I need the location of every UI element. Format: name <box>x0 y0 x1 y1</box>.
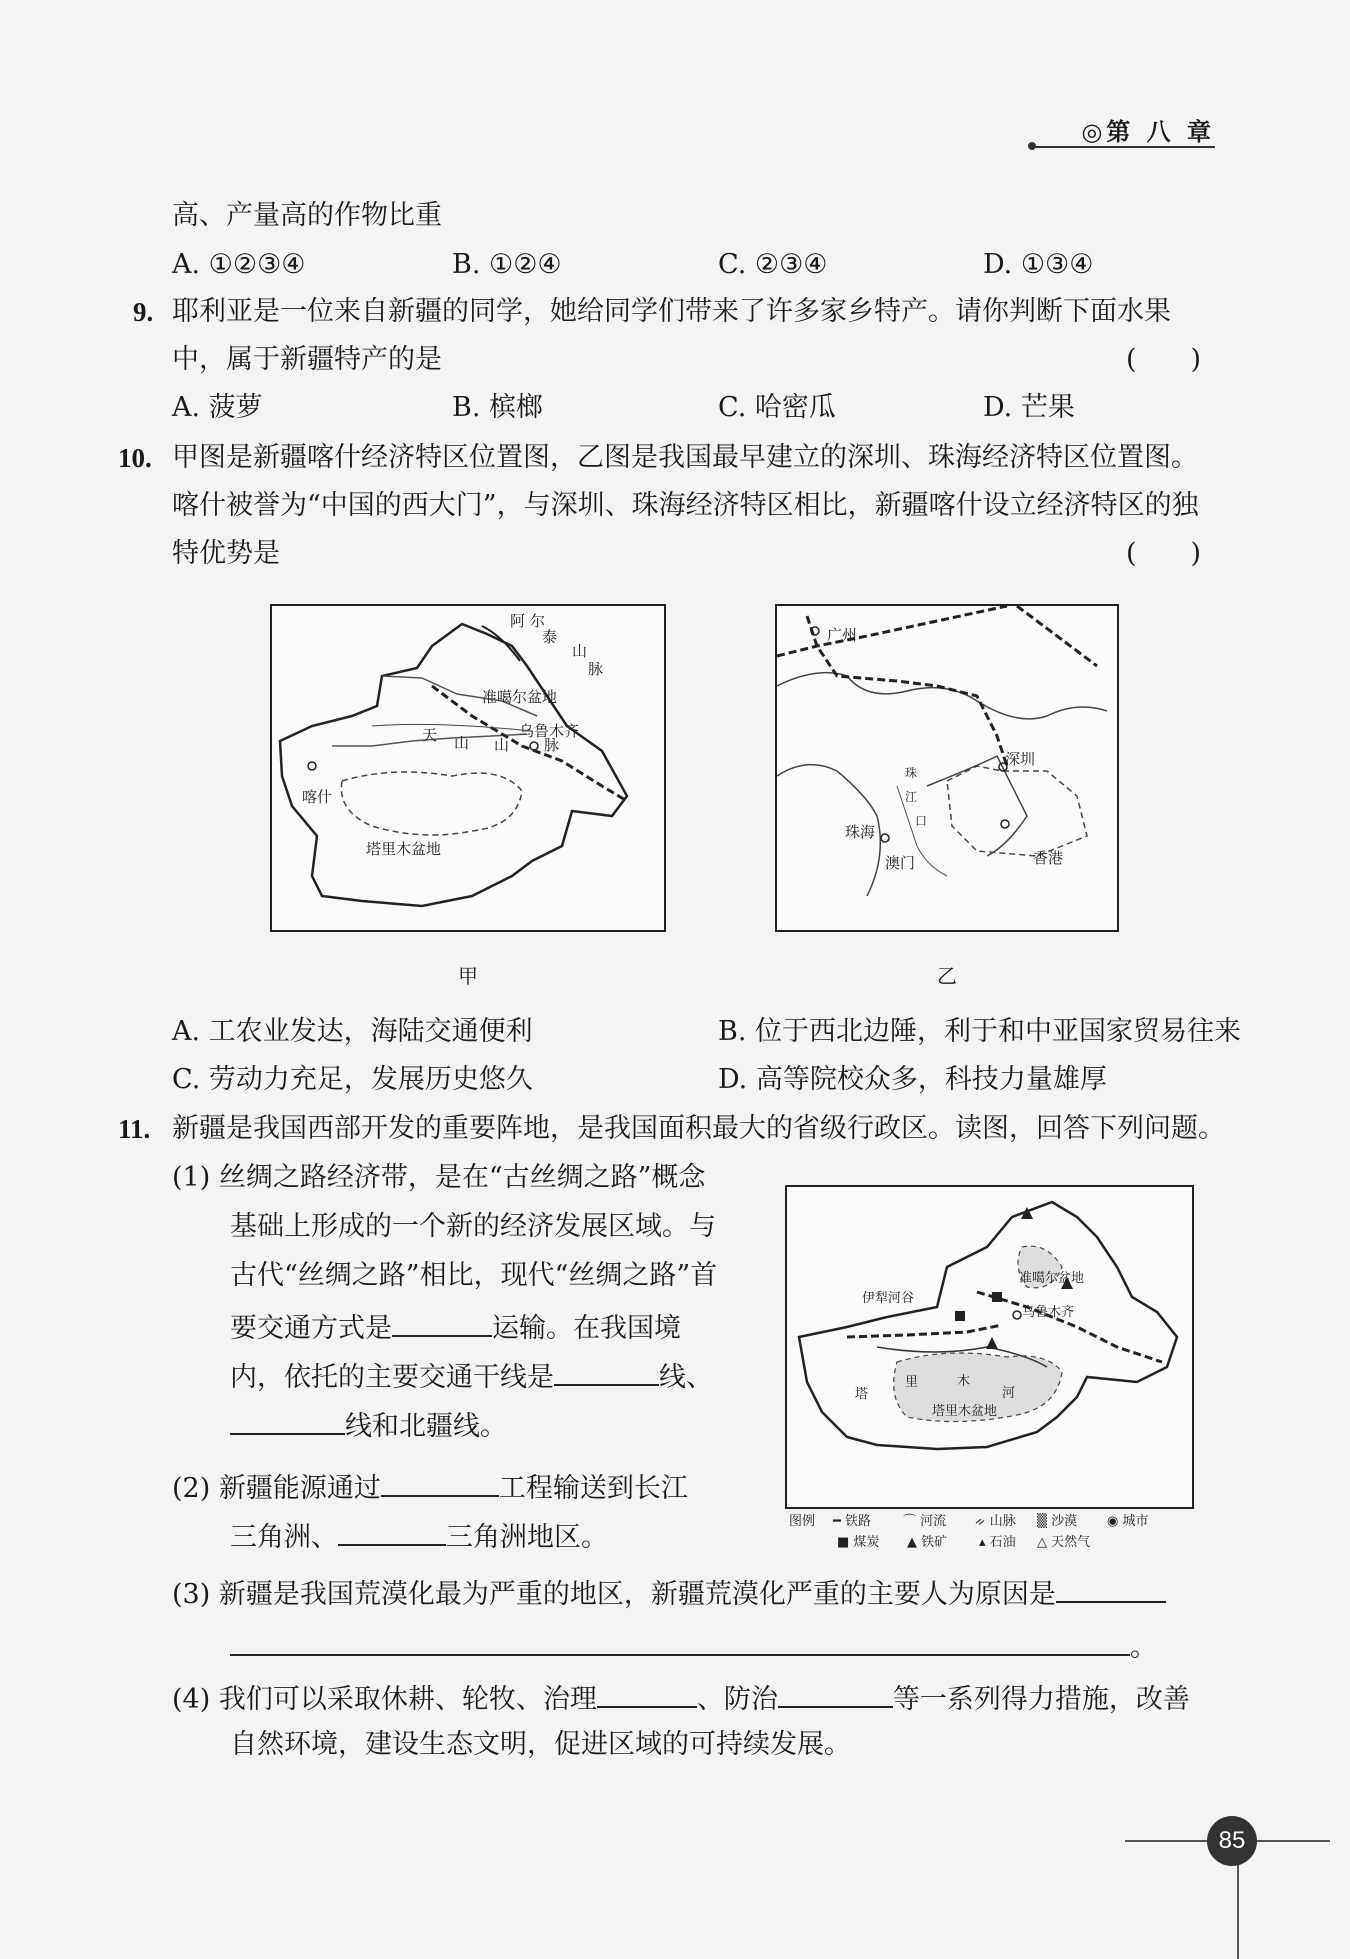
q9-option-a[interactable]: A. 菠萝 <box>172 392 263 423</box>
q11-p1-line4: 要交通方式是 运输。在我国境 <box>230 1307 681 1347</box>
legend-river: ⌒ 河流 <box>903 1514 947 1529</box>
q11-p3-line2: 。 <box>230 1626 1157 1666</box>
q11-map-label: 塔 <box>855 1387 869 1402</box>
q10-line1: 甲图是新疆喀什经济特区位置图，乙图是我国最早建立的深圳、珠海经济特区位置图。 <box>172 442 1198 473</box>
q10-line3: 特优势是 <box>172 538 280 569</box>
map-yi-label: 口 <box>915 814 928 828</box>
footer-vertical-rule <box>1237 1850 1239 1959</box>
map-jia-label: 山 <box>494 736 510 754</box>
q9-number: 9. <box>133 297 154 327</box>
q11-p1-line3: 古代“丝绸之路”相比，现代“丝绸之路”首 <box>230 1260 718 1291</box>
q10-number: 10. <box>118 443 152 473</box>
legend-mountain: ᨀ 山脉 <box>975 1514 1016 1529</box>
answer-blank-transport[interactable] <box>392 1307 492 1337</box>
page-number: 85 <box>1207 1816 1257 1866</box>
q9-option-c[interactable]: C. 哈密瓜 <box>718 392 836 423</box>
q11-map-label: 乌鲁木齐 <box>1022 1305 1075 1320</box>
map-jia-caption: 甲 <box>458 964 478 988</box>
chapter-header: ◎第 八 章 <box>1081 117 1215 146</box>
q11-map-label: 伊犁河谷 <box>862 1291 915 1306</box>
answer-blank-prevent[interactable] <box>778 1678 893 1708</box>
answer-blank-line1[interactable] <box>554 1356 659 1386</box>
q11-p4-line2: 自然环境，建设生态文明，促进区域的可持续发展。 <box>230 1729 851 1760</box>
map-jia-label: 山 <box>572 642 588 660</box>
q11-map-label: 河 <box>1002 1386 1016 1401</box>
map-yi <box>775 604 1119 932</box>
q8-option-a[interactable]: A. ①②③④ <box>172 249 306 280</box>
q11-p3-line1: (3) 新疆是我国荒漠化最为严重的地区，新疆荒漠化严重的主要人为原因是 <box>172 1573 1166 1613</box>
map-yi-label: 澳门 <box>885 854 916 872</box>
q11-p4-line1: (4) 我们可以采取休耕、轮牧、治理 、防治 等一系列得力措施，改善 <box>172 1678 1190 1718</box>
q11-map-label: 里 <box>905 1375 919 1390</box>
q9-line1: 耶利亚是一位来自新疆的同学，她给同学们带来了许多家乡特产。请你判断下面水果 <box>172 296 1171 327</box>
q10-line2: 喀什被誉为“中国的西大门”，与深圳、珠海经济特区相比，新疆喀什设立经济特区的独 <box>172 490 1199 521</box>
q11-p2-line1: (2) 新疆能源通过 工程输送到长江 <box>172 1467 688 1507</box>
map-jia-label: 乌鲁木齐 <box>519 722 580 740</box>
answer-blank-project[interactable] <box>381 1467 499 1497</box>
q10-option-a[interactable]: A. 工农业发达，海陆交通便利 <box>172 1016 533 1047</box>
legend-desert: ▒ 沙漠 <box>1037 1514 1078 1529</box>
map-jia-label: 脉 <box>544 736 560 754</box>
answer-blank-cause-a[interactable] <box>1056 1573 1166 1603</box>
answer-blank-govern[interactable] <box>597 1678 697 1708</box>
q8-option-b[interactable]: B. ①②④ <box>452 249 562 280</box>
map-jia-label: 山 <box>454 734 470 752</box>
map-jia-label: 喀什 <box>302 788 333 806</box>
q11-p1-line6: 线和北疆线。 <box>230 1405 507 1445</box>
legend-oil: ▴ 石油 <box>979 1535 1016 1550</box>
map-yi-label: 江 <box>905 790 918 804</box>
map-jia-label: 尔 <box>530 612 546 630</box>
map-jia-label: 泰 <box>542 628 558 646</box>
xinjiang-resources-map <box>787 1187 1192 1507</box>
map-yi-caption: 乙 <box>937 964 957 988</box>
q10-option-d[interactable]: D. 高等院校众多，科技力量雄厚 <box>718 1064 1107 1095</box>
q9-line2: 中，属于新疆特产的是 <box>172 344 442 375</box>
map-yi-label: 广州 <box>827 626 858 644</box>
q8-continuation: 高、产量高的作物比重 <box>172 200 442 231</box>
q11-p1-line5: 内，依托的主要交通干线是 线、 <box>230 1356 713 1396</box>
answer-blank-delta[interactable] <box>338 1516 446 1546</box>
legend-iron: ▲ 铁矿 <box>907 1535 948 1550</box>
header-rule-dot <box>1028 142 1036 150</box>
q11-number: 11. <box>118 1114 151 1144</box>
legend-city: ◉ 城市 <box>1107 1514 1149 1529</box>
map-yi-label: 珠海 <box>845 823 876 841</box>
q8-option-d[interactable]: D. ①③④ <box>983 249 1094 280</box>
legend-title: 图例 <box>789 1514 816 1529</box>
legend-gas: △ 天然气 <box>1037 1535 1091 1550</box>
q11-map-label: 准噶尔盆地 <box>1019 1271 1085 1286</box>
pearl-river-delta-map <box>777 606 1117 930</box>
header-rule <box>1030 146 1215 148</box>
map-jia <box>270 604 666 932</box>
q8-option-c[interactable]: C. ②③④ <box>718 249 828 280</box>
map-yi-label: 深圳 <box>1005 750 1036 768</box>
legend-coal: ■ 煤炭 <box>837 1535 880 1550</box>
q11-p2-line2: 三角洲、 三角洲地区。 <box>230 1516 608 1556</box>
q11-p1-line2: 基础上形成的一个新的经济发展区域。与 <box>230 1211 716 1242</box>
q9-answer-paren[interactable]: ( ) <box>1126 344 1202 375</box>
q9-option-b[interactable]: B. 槟榔 <box>452 392 544 423</box>
xinjiang-outline-map <box>272 606 664 930</box>
legend-rail: ━ 铁路 <box>833 1514 871 1529</box>
map-jia-label: 塔里木盆地 <box>366 840 442 858</box>
q9-option-d[interactable]: D. 芒果 <box>983 392 1075 423</box>
q11-xinjiang-map <box>785 1185 1194 1509</box>
answer-blank-cause-b[interactable] <box>230 1626 1130 1656</box>
answer-blank-line2[interactable] <box>230 1405 345 1435</box>
map-jia-label: 脉 <box>588 660 604 678</box>
map-jia-label: 准噶尔盆地 <box>482 688 558 706</box>
q11-map-label: 木 <box>957 1374 971 1389</box>
q11-map-label: 塔里木盆地 <box>932 1404 998 1419</box>
map-yi-label: 香港 <box>1033 849 1064 867</box>
map-jia-label: 天 <box>422 726 438 744</box>
q10-answer-paren[interactable]: ( ) <box>1126 538 1202 569</box>
map-yi-label: 珠 <box>905 766 918 780</box>
q11-p1-line1: (1) 丝绸之路经济带，是在“古丝绸之路”概念 <box>172 1162 706 1193</box>
map-jia-label: 阿 <box>510 612 526 630</box>
q10-option-c[interactable]: C. 劳动力充足，发展历史悠久 <box>172 1064 533 1095</box>
q10-option-b[interactable]: B. 位于西北边陲，利于和中亚国家贸易往来 <box>718 1016 1242 1047</box>
q11-map-legend <box>785 1508 1195 1552</box>
q11-intro: 新疆是我国西部开发的重要阵地，是我国面积最大的省级行政区。读图，回答下列问题。 <box>172 1113 1225 1144</box>
